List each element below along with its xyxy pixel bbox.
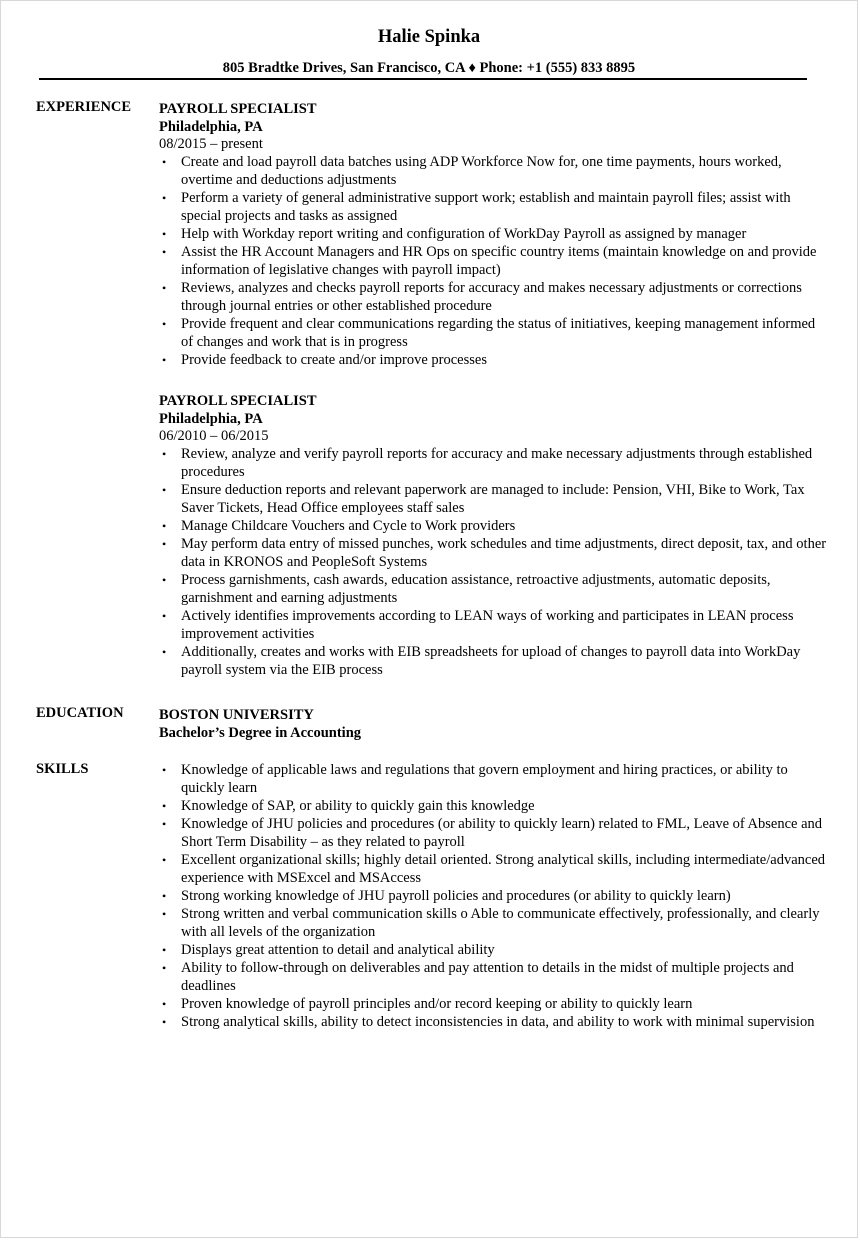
bullet-icon: •: [162, 817, 167, 831]
bullet-icon: •: [162, 645, 167, 659]
bullet-icon: •: [162, 907, 167, 921]
list-item: • Additionally, creates and works with EIB spreadsheets for upload of changes to payroll data into WorkDay payroll system via the EIB process: [162, 644, 801, 678]
candidate-name: Halie Spinka: [377, 27, 481, 47]
list-item: • Perform a variety of general administrative support work; establish and maintain payroll files; assist with special projects and tasks as assigned: [162, 190, 791, 224]
section-label-experience: EXPERIENCE: [36, 99, 132, 115]
bullet-icon: •: [162, 799, 167, 813]
bullet-icon: •: [162, 519, 167, 533]
list-item: • Strong working knowledge of JHU payroll policies and procedures (or ability to quickly learn): [162, 888, 731, 904]
list-item: • Provide feedback to create and/or improve processes: [162, 352, 487, 368]
list-item: • Strong written and verbal communication skills o Able to communicate effectively, professionally, and clearly with all levels of the organization: [162, 906, 820, 940]
skills-entry: [159, 761, 829, 1031]
school-name: BOSTON UNIVERSITY: [159, 707, 314, 723]
bullet-icon: •: [162, 943, 167, 957]
job-location: Philadelphia, PA: [159, 411, 263, 427]
list-item: • Knowledge of applicable laws and regulations that govern employment and hiring practices, or ability to quickly learn: [162, 762, 788, 796]
job-entry-1: [159, 100, 829, 369]
list-item: • Manage Childcare Vouchers and Cycle to Work providers: [162, 518, 516, 534]
bullet-icon: •: [162, 997, 167, 1011]
section-label-skills: SKILLS: [36, 761, 89, 777]
job-dates: 08/2015 – present: [159, 136, 263, 152]
header-divider: [39, 78, 807, 80]
bullet-icon: •: [162, 889, 167, 903]
bullet-icon: •: [162, 537, 167, 551]
section-label-education: EDUCATION: [36, 705, 124, 721]
list-item: • Actively identifies improvements according to LEAN ways of working and participates in LEAN process improvement activities: [162, 608, 794, 642]
job-bullets: [159, 445, 829, 679]
job-bullets: [159, 153, 829, 369]
contact-line: 805 Bradtke Drives, San Francisco, CA ♦ Phone: +1 (555) 833 8895: [222, 60, 636, 76]
list-item: • Review, analyze and verify payroll reports for accuracy and make necessary adjustments through established procedures: [162, 446, 813, 480]
bullet-icon: •: [162, 245, 167, 259]
job-entry-2: [159, 392, 829, 679]
list-item: • Strong analytical skills, ability to detect inconsistencies in data, and ability to work with minimal supervision: [162, 1014, 815, 1030]
list-item: • Excellent organizational skills; highly detail oriented. Strong analytical skills, including intermediate/advanced experience with MSExcel and MSAccess: [162, 852, 826, 886]
bullet-icon: •: [162, 961, 167, 975]
list-item: • Displays great attention to detail and analytical ability: [162, 942, 495, 958]
bullet-icon: •: [162, 573, 167, 587]
bullet-icon: •: [162, 853, 167, 867]
list-item: • Reviews, analyzes and checks payroll reports for accuracy and makes necessary adjustments or corrections through journal entries or other established procedure: [162, 280, 802, 314]
degree: Bachelor’s Degree in Accounting: [159, 725, 362, 741]
bullet-icon: •: [162, 317, 167, 331]
list-item: • Assist the HR Account Managers and HR Ops on specific country items (maintain knowledge on and provide information of legislative changes with payroll impact): [162, 244, 817, 278]
job-dates: 06/2010 – 06/2015: [159, 428, 269, 444]
bullet-icon: •: [162, 1015, 167, 1029]
list-item: • Provide frequent and clear communications regarding the status of initiatives, keeping management informed of changes and work that is in progress: [162, 316, 816, 350]
list-item: • Proven knowledge of payroll principles and/or record keeping or ability to quickly learn: [162, 996, 693, 1012]
bullet-icon: •: [162, 447, 167, 461]
bullet-icon: •: [162, 191, 167, 205]
list-item: • Ability to follow-through on deliverables and pay attention to details in the midst of multiple projects and deadlines: [162, 960, 794, 994]
job-title: PAYROLL SPECIALIST: [159, 101, 317, 117]
bullet-icon: •: [162, 281, 167, 295]
bullet-icon: •: [162, 763, 167, 777]
bullet-icon: •: [162, 155, 167, 169]
bullet-icon: •: [162, 483, 167, 497]
job-location: Philadelphia, PA: [159, 119, 263, 135]
list-item: • Help with Workday report writing and configuration of WorkDay Payroll as assigned by manager: [162, 226, 747, 242]
list-item: • Create and load payroll data batches using ADP Workforce Now for, one time payments, hours worked, overtime and deductions adjustments: [162, 154, 782, 188]
list-item: • Knowledge of SAP, or ability to quickly gain this knowledge: [162, 798, 535, 814]
list-item: • Knowledge of JHU policies and procedures (or ability to quickly learn) related to FML, Leave of Absence and Short Term Disability – as they related to payroll: [162, 816, 823, 850]
list-item: • May perform data entry of missed punches, work schedules and time adjustments, direct deposit, tax, and other data in KRONOS and PeopleSoft Systems: [162, 536, 827, 570]
bullet-icon: •: [162, 609, 167, 623]
education-entry: [159, 706, 829, 742]
job-title: PAYROLL SPECIALIST: [159, 393, 317, 409]
list-item: • Process garnishments, cash awards, education assistance, retroactive adjustments, automatic deposits, garnishment and earning adjustments: [162, 572, 771, 606]
list-item: • Ensure deduction reports and relevant paperwork are managed to include: Pension, VHI, Bike to Work, Tax Saver Tickets, Head Office employees staff sales: [162, 482, 805, 516]
bullet-icon: •: [162, 353, 167, 367]
bullet-icon: •: [162, 227, 167, 241]
skills-list: [159, 761, 829, 1031]
